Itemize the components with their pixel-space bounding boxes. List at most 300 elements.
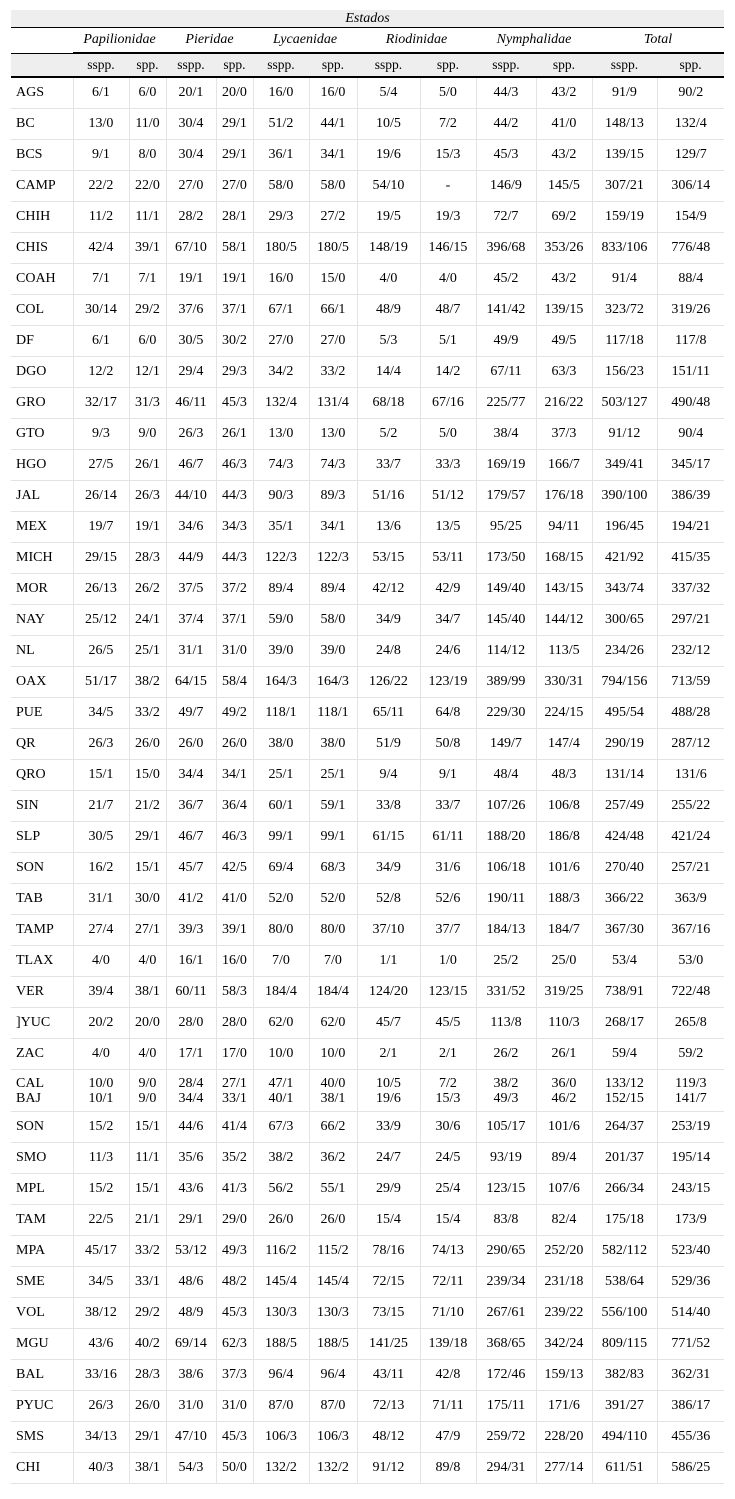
value-cell: 27/0	[309, 326, 357, 357]
table-row	[11, 357, 724, 388]
value-cell: 96/4	[309, 1360, 357, 1391]
value-cell: 62/0	[309, 1008, 357, 1039]
value-cell: 24/6	[420, 636, 476, 667]
value-cell: 68/3	[309, 853, 357, 884]
value-cell: 4/0	[420, 264, 476, 295]
state-code-cell: VOL	[11, 1298, 73, 1329]
value-cell: 46/11	[166, 388, 216, 419]
value-cell: 14/2	[420, 357, 476, 388]
value-cell: 455/36	[657, 1422, 724, 1453]
value-cell: 26/3	[129, 481, 166, 512]
value-cell: 22/5	[73, 1205, 129, 1236]
value-cell: 16/2	[73, 853, 129, 884]
value-cell: 33/16	[73, 1360, 129, 1391]
value-cell: 368/65	[476, 1329, 536, 1360]
value-cell: 122/3	[253, 543, 309, 574]
state-code-cell: TAMP	[11, 915, 73, 946]
state-code-cell: VER	[11, 977, 73, 1008]
subheader-row	[11, 53, 724, 77]
value-cell: 45/5	[420, 1008, 476, 1039]
table-row	[11, 1360, 724, 1391]
value-cell: 71/10	[420, 1298, 476, 1329]
table-row	[11, 171, 724, 202]
table-row	[11, 1008, 724, 1039]
value-cell: 9/1	[420, 760, 476, 791]
value-cell: 33/7	[357, 450, 420, 481]
value-cell: 253/19	[657, 1112, 724, 1143]
value-cell: 297/21	[657, 605, 724, 636]
value-cell: 48/9	[166, 1298, 216, 1329]
data-table-container	[11, 10, 724, 1484]
value-cell: 495/54	[592, 698, 657, 729]
value-cell: 29/3	[216, 357, 253, 388]
value-cell: 771/52	[657, 1329, 724, 1360]
value-cell: 169/19	[476, 450, 536, 481]
value-cell: 49/7	[166, 698, 216, 729]
value-cell: 342/24	[536, 1329, 592, 1360]
value-cell: 366/22	[592, 884, 657, 915]
value-cell: 74/13	[420, 1236, 476, 1267]
value-cell: 10/5	[357, 109, 420, 140]
value-cell: 38/0	[309, 729, 357, 760]
value-cell: 146/15	[420, 233, 476, 264]
value-cell: -	[420, 171, 476, 202]
state-code-cell: ZAC	[11, 1039, 73, 1070]
value-cell: 61/15	[357, 822, 420, 853]
state-code-cell: MGU	[11, 1329, 73, 1360]
value-cell: 39/1	[216, 915, 253, 946]
value-cell: 34/1	[216, 760, 253, 791]
value-cell: 87/0	[309, 1391, 357, 1422]
value-cell: 34/6	[166, 512, 216, 543]
table-row	[11, 233, 724, 264]
value-cell: 30/0	[129, 884, 166, 915]
value-cell: 105/17	[476, 1112, 536, 1143]
state-code-cell: PUE	[11, 698, 73, 729]
table-row	[11, 543, 724, 574]
value-cell: 37/4	[166, 605, 216, 636]
value-cell: 494/110	[592, 1422, 657, 1453]
value-cell: 15/2	[73, 1174, 129, 1205]
value-cell: 129/7	[657, 140, 724, 171]
value-cell: 90/3	[253, 481, 309, 512]
value-line: 9/0	[138, 1090, 157, 1106]
value-cell: 36/2	[309, 1143, 357, 1174]
family-header-pieridae: Pieridae	[166, 28, 253, 54]
value-cell: 31/0	[166, 1391, 216, 1422]
value-cell: 30/6	[420, 1112, 476, 1143]
value-cell: 30/5	[166, 326, 216, 357]
value-cell	[166, 1070, 216, 1112]
value-cell: 44/1	[309, 109, 357, 140]
value-cell: 132/4	[253, 388, 309, 419]
value-cell: 30/5	[73, 822, 129, 853]
value-cell: 34/2	[253, 357, 309, 388]
value-line: 33/1	[222, 1090, 247, 1106]
value-cell: 26/0	[216, 729, 253, 760]
value-cell: 51/2	[253, 109, 309, 140]
value-cell: 33/2	[129, 1236, 166, 1267]
value-cell: 53/11	[420, 543, 476, 574]
value-cell: 34/4	[166, 760, 216, 791]
value-line: 141/7	[674, 1090, 707, 1106]
value-cell: 115/2	[309, 1236, 357, 1267]
value-cell: 154/9	[657, 202, 724, 233]
value-cell: 26/1	[129, 450, 166, 481]
value-cell: 52/8	[357, 884, 420, 915]
table-row	[11, 1236, 724, 1267]
family-header-riodinidae: Riodinidae	[357, 28, 476, 54]
value-cell	[309, 1070, 357, 1112]
table-row	[11, 202, 724, 233]
value-cell: 343/74	[592, 574, 657, 605]
value-cell: 27/0	[216, 171, 253, 202]
value-cell: 45/17	[73, 1236, 129, 1267]
subheader-sspp: sspp.	[476, 53, 536, 77]
value-cell: 15/4	[357, 1205, 420, 1236]
value-cell: 31/3	[129, 388, 166, 419]
subheader-sspp: sspp.	[166, 53, 216, 77]
value-cell: 159/13	[536, 1360, 592, 1391]
value-cell: 30/4	[166, 140, 216, 171]
value-cell: 113/5	[536, 636, 592, 667]
subheader-spp: spp.	[536, 53, 592, 77]
value-cell: 69/2	[536, 202, 592, 233]
value-cell: 29/15	[73, 543, 129, 574]
value-cell: 7/0	[253, 946, 309, 977]
value-cell: 4/0	[129, 946, 166, 977]
value-cell: 12/1	[129, 357, 166, 388]
state-code-cell: MEX	[11, 512, 73, 543]
value-cell: 11/3	[73, 1143, 129, 1174]
value-cell: 25/4	[420, 1174, 476, 1205]
value-cell: 26/2	[476, 1039, 536, 1070]
value-cell: 323/72	[592, 295, 657, 326]
value-cell: 19/3	[420, 202, 476, 233]
value-cell: 91/9	[592, 77, 657, 109]
value-cell: 36/4	[216, 791, 253, 822]
value-cell: 48/9	[357, 295, 420, 326]
value-cell: 10/0	[253, 1039, 309, 1070]
value-cell: 66/2	[309, 1112, 357, 1143]
value-cell: 156/23	[592, 357, 657, 388]
value-line: 19/6	[376, 1090, 401, 1106]
value-cell: 89/4	[536, 1143, 592, 1174]
value-cell: 131/6	[657, 760, 724, 791]
value-cell: 27/0	[253, 326, 309, 357]
state-code-cell: PYUC	[11, 1391, 73, 1422]
value-cell: 113/8	[476, 1008, 536, 1039]
value-cell: 424/48	[592, 822, 657, 853]
value-cell: 44/10	[166, 481, 216, 512]
value-cell: 71/11	[420, 1391, 476, 1422]
table-row	[11, 1112, 724, 1143]
value-cell	[129, 1070, 166, 1112]
family-header-lycaenidae: Lycaenidae	[253, 28, 357, 54]
value-cell: 28/0	[216, 1008, 253, 1039]
value-cell: 776/48	[657, 233, 724, 264]
value-cell: 239/34	[476, 1267, 536, 1298]
value-cell: 421/24	[657, 822, 724, 853]
value-cell: 7/1	[129, 264, 166, 295]
value-line: 40/1	[268, 1090, 294, 1106]
value-cell: 290/65	[476, 1236, 536, 1267]
value-cell: 738/91	[592, 977, 657, 1008]
value-cell: 151/11	[657, 357, 724, 388]
table-row	[11, 1205, 724, 1236]
value-cell: 49/2	[216, 698, 253, 729]
value-cell: 26/1	[216, 419, 253, 450]
value-cell: 24/1	[129, 605, 166, 636]
value-cell: 833/106	[592, 233, 657, 264]
value-cell: 123/19	[420, 667, 476, 698]
value-cell: 265/8	[657, 1008, 724, 1039]
value-cell: 37/2	[216, 574, 253, 605]
value-cell: 94/11	[536, 512, 592, 543]
state-code-cell: MOR	[11, 574, 73, 605]
value-cell: 259/72	[476, 1422, 536, 1453]
value-cell: 54/3	[166, 1453, 216, 1484]
value-cell: 26/3	[73, 1391, 129, 1422]
value-cell: 60/1	[253, 791, 309, 822]
value-cell: 27/1	[129, 915, 166, 946]
value-cell: 28/3	[129, 543, 166, 574]
value-cell: 19/5	[357, 202, 420, 233]
value-cell: 239/22	[536, 1298, 592, 1329]
state-code-cell: BAL	[11, 1360, 73, 1391]
value-cell: 184/4	[253, 977, 309, 1008]
value-cell: 25/12	[73, 605, 129, 636]
table-row	[11, 698, 724, 729]
table-row	[11, 977, 724, 1008]
subheader-spp: spp.	[657, 53, 724, 77]
value-cell: 38/4	[476, 419, 536, 450]
value-cell: 25/1	[309, 760, 357, 791]
value-cell: 194/21	[657, 512, 724, 543]
value-cell: 490/48	[657, 388, 724, 419]
table-row	[11, 450, 724, 481]
value-cell: 38/6	[166, 1360, 216, 1391]
value-cell: 188/5	[309, 1329, 357, 1360]
value-cell: 42/8	[420, 1360, 476, 1391]
table-row	[11, 1174, 724, 1205]
value-cell: 145/40	[476, 605, 536, 636]
value-cell: 28/3	[129, 1360, 166, 1391]
value-cell: 39/0	[253, 636, 309, 667]
value-cell: 367/30	[592, 915, 657, 946]
value-cell: 37/1	[216, 295, 253, 326]
value-cell: 184/7	[536, 915, 592, 946]
value-cell: 1/1	[357, 946, 420, 977]
value-cell: 363/9	[657, 884, 724, 915]
value-cell: 118/1	[309, 698, 357, 729]
value-cell: 188/5	[253, 1329, 309, 1360]
value-cell: 16/1	[166, 946, 216, 977]
value-cell: 146/9	[476, 171, 536, 202]
value-cell: 33/2	[309, 357, 357, 388]
value-cell: 59/1	[309, 791, 357, 822]
value-cell: 367/16	[657, 915, 724, 946]
value-cell: 2/1	[420, 1039, 476, 1070]
value-cell: 48/4	[476, 760, 536, 791]
value-cell: 294/31	[476, 1453, 536, 1484]
value-cell: 141/42	[476, 295, 536, 326]
value-cell: 49/9	[476, 326, 536, 357]
value-cell: 386/17	[657, 1391, 724, 1422]
value-cell: 26/5	[73, 636, 129, 667]
value-cell: 13/0	[309, 419, 357, 450]
value-cell: 101/6	[536, 1112, 592, 1143]
value-cell: 337/32	[657, 574, 724, 605]
value-cell: 30/14	[73, 295, 129, 326]
value-cell: 17/0	[216, 1039, 253, 1070]
value-cell: 90/4	[657, 419, 724, 450]
value-cell: 37/3	[536, 419, 592, 450]
value-cell: 224/15	[536, 698, 592, 729]
value-cell: 51/17	[73, 667, 129, 698]
value-cell: 794/156	[592, 667, 657, 698]
value-cell: 11/0	[129, 109, 166, 140]
value-cell: 34/5	[73, 698, 129, 729]
value-cell: 243/15	[657, 1174, 724, 1205]
value-cell: 523/40	[657, 1236, 724, 1267]
table-row	[11, 791, 724, 822]
value-cell: 39/4	[73, 977, 129, 1008]
value-cell: 184/4	[309, 977, 357, 1008]
value-cell: 42/12	[357, 574, 420, 605]
value-cell: 37/6	[166, 295, 216, 326]
value-cell: 349/41	[592, 450, 657, 481]
value-cell: 37/10	[357, 915, 420, 946]
value-cell: 168/15	[536, 543, 592, 574]
state-code-cell: COL	[11, 295, 73, 326]
state-code-cell: TLAX	[11, 946, 73, 977]
value-cell: 11/2	[73, 202, 129, 233]
value-cell: 29/1	[166, 1205, 216, 1236]
value-cell: 421/92	[592, 543, 657, 574]
table-row	[11, 419, 724, 450]
value-cell: 41/4	[216, 1112, 253, 1143]
state-code-cell: BC	[11, 109, 73, 140]
value-cell: 175/18	[592, 1205, 657, 1236]
value-cell: 28/1	[216, 202, 253, 233]
value-cell: 45/3	[216, 388, 253, 419]
value-cell: 148/13	[592, 109, 657, 140]
value-cell: 5/1	[420, 326, 476, 357]
value-cell: 33/1	[129, 1267, 166, 1298]
value-cell: 50/0	[216, 1453, 253, 1484]
table-row	[11, 1039, 724, 1070]
state-code-cell: SMS	[11, 1422, 73, 1453]
value-cell: 99/1	[309, 822, 357, 853]
value-cell: 7/1	[73, 264, 129, 295]
value-cell: 389/99	[476, 667, 536, 698]
value-cell: 306/14	[657, 171, 724, 202]
value-cell: 164/3	[253, 667, 309, 698]
value-line: 34/4	[178, 1090, 204, 1106]
value-cell: 72/13	[357, 1391, 420, 1422]
value-cell: 48/2	[216, 1267, 253, 1298]
value-cell: 390/100	[592, 481, 657, 512]
value-cell: 145/4	[309, 1267, 357, 1298]
subheader-spp: spp.	[216, 53, 253, 77]
value-cell: 319/25	[536, 977, 592, 1008]
value-cell: 44/3	[476, 77, 536, 109]
value-cell: 48/3	[536, 760, 592, 791]
value-cell: 44/2	[476, 109, 536, 140]
value-cell: 353/26	[536, 233, 592, 264]
value-cell: 267/61	[476, 1298, 536, 1329]
value-cell: 42/5	[216, 853, 253, 884]
value-cell: 7/2	[420, 109, 476, 140]
value-line: 119/3	[675, 1075, 707, 1091]
value-cell: 106/3	[309, 1422, 357, 1453]
subheader-sspp: sspp.	[592, 53, 657, 77]
table-row	[11, 1422, 724, 1453]
value-cell: 43/6	[73, 1329, 129, 1360]
value-cell: 255/22	[657, 791, 724, 822]
value-cell: 25/2	[476, 946, 536, 977]
value-cell: 31/6	[420, 853, 476, 884]
value-cell: 46/3	[216, 450, 253, 481]
value-cell: 41/0	[536, 109, 592, 140]
value-cell: 67/10	[166, 233, 216, 264]
value-cell: 29/4	[166, 357, 216, 388]
state-code-cell: DGO	[11, 357, 73, 388]
value-cell: 72/11	[420, 1267, 476, 1298]
value-cell: 19/1	[166, 264, 216, 295]
value-cell: 24/5	[420, 1143, 476, 1174]
value-cell: 5/4	[357, 77, 420, 109]
value-cell: 5/0	[420, 77, 476, 109]
value-cell: 62/0	[253, 1008, 309, 1039]
value-cell: 145/4	[253, 1267, 309, 1298]
value-line: 10/5	[376, 1075, 401, 1091]
value-cell: 53/4	[592, 946, 657, 977]
value-cell: 74/3	[309, 450, 357, 481]
value-cell: 46/7	[166, 822, 216, 853]
state-code-cell: COAH	[11, 264, 73, 295]
value-cell: 15/0	[129, 760, 166, 791]
value-cell: 15/2	[73, 1112, 129, 1143]
value-cell: 4/0	[73, 946, 129, 977]
value-cell: 362/31	[657, 1360, 724, 1391]
value-cell: 30/4	[166, 109, 216, 140]
value-cell: 16/0	[253, 77, 309, 109]
value-cell: 15/3	[420, 140, 476, 171]
value-cell: 53/12	[166, 1236, 216, 1267]
subheader-spp: spp.	[129, 53, 166, 77]
value-cell: 45/2	[476, 264, 536, 295]
value-cell: 78/16	[357, 1236, 420, 1267]
value-cell	[357, 1070, 420, 1112]
value-cell: 59/2	[657, 1039, 724, 1070]
value-cell: 80/0	[309, 915, 357, 946]
value-cell: 30/2	[216, 326, 253, 357]
subheader-sspp: sspp.	[253, 53, 309, 77]
value-cell: 36/7	[166, 791, 216, 822]
value-cell: 139/15	[592, 140, 657, 171]
value-cell: 89/4	[253, 574, 309, 605]
value-cell: 58/4	[216, 667, 253, 698]
value-cell: 72/15	[357, 1267, 420, 1298]
value-cell: 53/0	[657, 946, 724, 977]
value-cell: 11/1	[129, 202, 166, 233]
value-cell: 131/14	[592, 760, 657, 791]
value-cell: 232/12	[657, 636, 724, 667]
table-row	[11, 512, 724, 543]
table-row	[11, 77, 724, 109]
